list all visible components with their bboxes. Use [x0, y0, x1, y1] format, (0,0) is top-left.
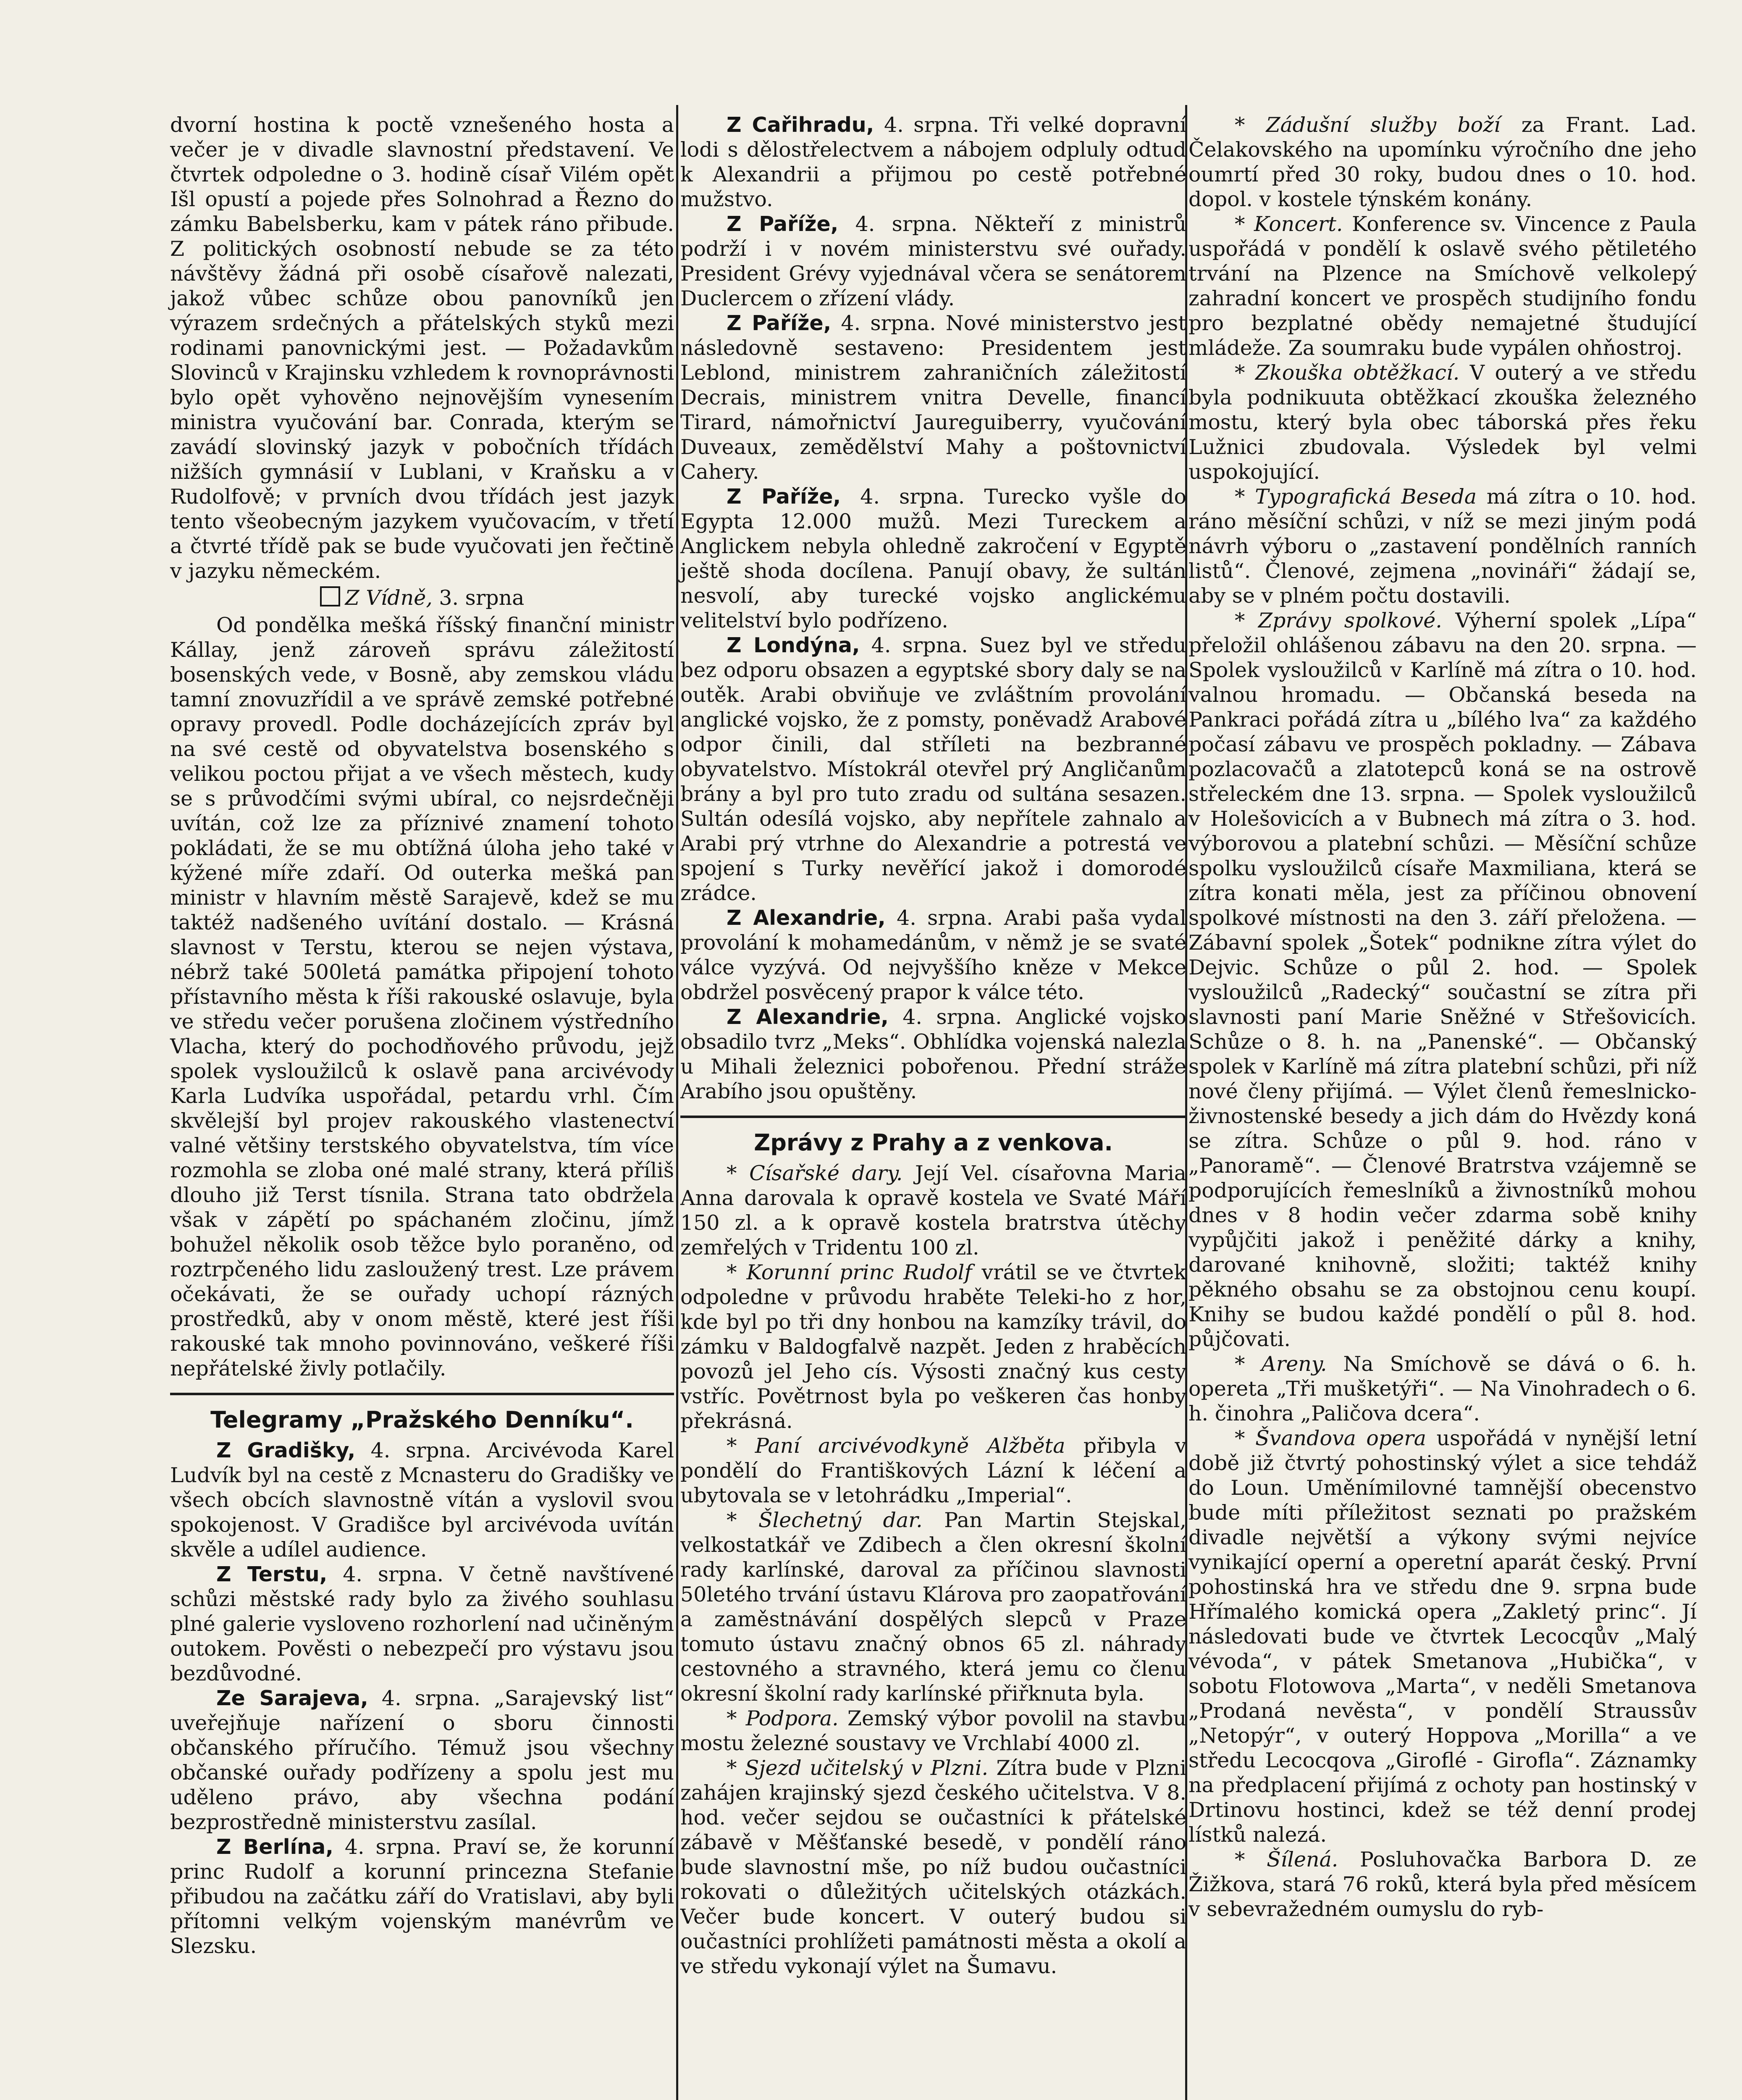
telegram-item [680, 633, 1186, 906]
news-title: Typografická Beseda [1255, 485, 1477, 509]
news-title: Šílená. [1267, 1848, 1338, 1872]
news-title: Koncert. [1254, 212, 1343, 236]
news-item: * Zádušní služby boží za Frant. Lad. Čelakovského na upomínku výročního dne jeho oumrtí před 30 roky, budou dnes o 10. hod. dopol. v kostele týnském konány. [1188, 113, 1697, 211]
telegram-text: 4. srpna. Arabi paša vydal provolání k mohamedánům, v němž je se svaté válce vyzývá. Od nejvyššího kněze v Mekce obdržel posvěcený prapor k válce této. [680, 906, 1187, 1004]
news-title: Zprávy spolkové. [1258, 609, 1442, 633]
news-text: má zítra o 10. hod. ráno měsíční schůzi, v níž se mezi jiným podá návrh výboru o „zastavení pondělních ranních listů“. Členové, zejmena „novináři“ žádají se, aby se v plném počtu dostavili. [1188, 485, 1697, 608]
telegram-text: 4. srpna. Praví se, že korunní princ Rudolf a korunní princezna Stefanie přibudou na začátku září do Vratislavi, aby byli přítomni velkým vojenským manévrům ve Slezsku. [170, 1835, 674, 1958]
news-text: V outerý a ve středu byla podnikuuta obtěžkací zkouška železného mostu, který byla obec táborská přes řeku Lužnici zbudovala. Výsledek byl velmi uspokojující. [1188, 361, 1697, 484]
news-item: * Císařské dary. Její Vel. císařovna Maria Anna darovala k opravě kostela ve Svaté Máří 150 zl. a k opravě kostela bratrstva útěchy zemřelých v Tridentu 100 zl. [680, 1161, 1187, 1260]
news-item: * Typografická Beseda má zítra o 10. hod. ráno měsíční schůzi, v níž se mezi jiným podá návrh výboru o „zastavení pondělních ranních listů“. Členové, zejmena „novináři“ žádají se, aby se v plném počtu dostavili. [1188, 485, 1697, 608]
telegram-place: Z Alexandrie, [727, 906, 886, 930]
news-title: Císařské dary. [749, 1161, 903, 1185]
news-text: Konference sv. Vincence z Paula uspořádá v pondělí k oslavě svého pětiletého trvání na Plzence na Smíchově velkolepý zahradní koncert ve prospěch studijního fondu pro bezplatné obědy nemajetné študující mládeže. Za soumraku bude vypálen ohňostroj. [1188, 212, 1697, 360]
news-text: vrátil se ve čtvrtek odpoledne v průvodu hraběte Teleki-ho z hor, kde byl po tři dny honbou na kamzíky trávil, do zámku v Baldogfalvě nazpět. Jeden z hraběcích povozů jel Jeho cís. Výsosti značný kus cesty vstříc. Povětrnost byla po veškeren čas honby překrásná. [680, 1260, 1186, 1433]
telegram-text: 4. srpna. Turecko vyšle do Egypta 12.000 mužů. Mezi Tureckem a Anglickem nebyla ohledně zakročení v Egyptě ještě shoda docílena. Panují obavy, že sultán nesvolí, aby turecké vojsko anglickému velitelství bylo podřízeno. [680, 485, 1186, 633]
news-item: * Paní arcivévodkyně Alžběta přibyla v pondělí do Františkových Lázní k léčení a ubytovala se v letohrádku „Imperial“. [680, 1434, 1187, 1507]
news-item: * Podpora. Zemský výbor povolil na stavbu mostu železné soustavy ve Vrchlabí 4000 zl. [680, 1706, 1186, 1755]
telegram-text: 4. srpna. Tři velké dopravní lodi s dělostřelectvem a nábojem odpluly odtud k Alexandrii a přijmou po cestě potřebné mužstvo. [680, 113, 1187, 211]
news-text: Na Smíchově se dává o 6. h. opereta „Tři mušketýři“. — Na Vinohradech o 6. h. činohra „Paličova dcera“. [1188, 1352, 1697, 1425]
telegram-place: Ze Sarajeva, [216, 1686, 368, 1710]
news-title: Zádušní služby boží [1266, 113, 1501, 137]
telegram-item [170, 1686, 674, 1835]
news-item: * Koncert. Konference sv. Vincence z Paula uspořádá v pondělí k oslavě svého pětiletého trvání na Plzence na Smíchově velkolepý zahradní koncert ve prospěch studijního fondu pro bezplatné obědy nemajetné študující mládeže. Za soumraku bude vypálen ohňostroj. [1188, 212, 1697, 360]
news-item: * Zkouška obtěžkací. V outerý a ve středu byla podnikuuta obtěžkací zkouška železného mostu, který byla obec táborská přes řeku Lužnici zbudovala. Výsledek byl velmi uspokojující. [1188, 361, 1697, 484]
telegram-place: Z Paříže, [727, 311, 832, 335]
square-icon [320, 586, 340, 606]
news-title: Švandova opera [1255, 1426, 1426, 1450]
telegram-item [170, 1835, 674, 1958]
dateline-place: Z Vídně, [345, 586, 433, 610]
news-title: Korunní princ Rudolf [746, 1260, 972, 1284]
telegram-place: Z Londýna, [727, 633, 860, 657]
telegram-text: 4. srpna. „Sarajevský list“ uveřejňuje nařízení o sboru činnosti občanského příručího. Témuž jsou všechny občanské ouřady podřízeny a spolu jest mu uděleno právo, aby všechna podání bezprostředně ministerstvu zasílal. [170, 1686, 674, 1834]
section-header: Zprávy z Prahy a z venkova. [754, 1129, 1113, 1156]
news-text: Její Vel. císařovna Maria Anna darovala k opravě kostela ve Svaté Máří 150 zl. a k opravě kostela bratrstva útěchy zemřelých v Tridentu 100 zl. [680, 1161, 1187, 1260]
telegram-item [680, 484, 1186, 633]
section-divider [680, 1116, 1186, 1118]
news-text: přibyla v pondělí do Františkových Lázní k léčení a ubytovala se v letohrádku „Imperial“. [680, 1434, 1187, 1507]
telegram-place: Z Paříže, [727, 485, 841, 509]
telegram-text: 4. srpna. Někteří z ministrů podrží i v novém ministerstvu své ouřady. President Grévy vyjednával včera se senátorem Duclercem o zřízení vlády. [680, 212, 1187, 310]
telegram-place: Z Cařihradu, [727, 113, 874, 137]
dateline-date: 3. srpna [439, 586, 525, 610]
news-text: Pan Martin Stejskal, velkostatkář ve Zdibech a člen okresní školní rady karlínské, daroval za příčinou slavnosti 50letého trvání ústavu Klárova pro zaopatřování a zaměstnávání dospělých slepců v Praze tomuto ústavu značný obnos 65 zl. náhrady cestovného a stravného, která jemu co členu okresní školní rady karlínské přiřknuta byla. [680, 1508, 1186, 1706]
news-title: Zkouška obtěžkací. [1255, 361, 1460, 385]
news-title: Podpora. [745, 1706, 839, 1730]
column-right [1188, 113, 1697, 1922]
section-divider [170, 1393, 674, 1395]
news-text: za Frant. Lad. Čelakovského na upomínku výročního dne jeho oumrtí před 30 roky, budou dnes o 10. hod. dopol. v kostele týnském konány. [1188, 113, 1697, 211]
telegram-place: Z Paříže, [727, 212, 839, 236]
telegram-place: Z Berlína, [216, 1835, 333, 1859]
news-text: Zítra bude v Plzni zahájen krajinský sjezd českého učitelstva. V 8. hod. večer sejdou se oučastníci k přátelské zábavě v Měšťanské besedě, v pondělí ráno bude slavnostní mše, po níž budou oučastníci rokovati o důležitých učitelských otázkách. Večer bude koncert. V outerý budou si oučastníci prohlížeti památnosti města a okolí a ve středu vykonají výlet na Šumavu. [680, 1756, 1187, 1978]
telegram-place: Z Terstu, [216, 1562, 328, 1586]
news-title: Paní arcivévodkyně Alžběta [755, 1434, 1065, 1458]
telegram-place: Z Alexandrie, [727, 1005, 889, 1029]
news-item: * Šílená. Posluhovačka Barbora D. ze Žižkova, stará 76 roků, která byla před měsícem v sebevražedném oumyslu do ryb- [1188, 1848, 1697, 1921]
article-paragraph: Od pondělka mešká říšský finanční ministr Kállay, jenž zároveň správu záležitostí bosenských vede, v Bosně, aby zemskou vládu tamní znovuzřídil a ve správě zemské potřebné opravy provedl. Podle docházejících zpráv byl na své cestě od obyvatelstva bosenského s velikou poctou přijat a ve všech městech, kudy se s průvodčími svými ubíral, co nejsrdečněji uvítán, což lze za příznivé znamení tohoto pokládati, že se mu obtížná úloha jeho také v kýžené míře zdaří. Od outerka mešká pan ministr v hlavním městě Sarajevě, kdež se mu taktéž nadšeného uvítání dostalo. — Krásná slavnost v Terstu, kterou se nejen výstava, nébrž také 500letá památka připojení tohoto přístavního města k říši rakouské oslavuje, byla ve středu večer porušena zločinem výstředního Vlacha, který do pochodňového průvodu, jejž spolek vysloužilců k oslavě pana arcivévody Karla Ludvíka uspořádal, petardu vrhl. Čím skvělejší byl projev rakouského vlastenectví valné většiny terstského obyvatelstva, tím více rozmohla se zloba oné malé strany, která příliš dlouho již Terst tísnila. Strana tato obdržela však v zápětí po spáchaném zločinu, jímž bohužel několik osob těžce bylo poraněno, od roztrpčeného lidu zasloužený trest. Lze právem očekávati, že se ouřady uchopí rázných prostředků, aby v onom městě, které jest říši rakouské tak mnoho povinnováno, veškeré říši nepřátelské živly potlačily. [170, 613, 674, 1381]
telegram-item [680, 212, 1186, 311]
news-item: * Areny. Na Smíchově se dává o 6. h. opereta „Tři mušketýři“. — Na Vinohradech o 6. h. činohra „Paličova dcera“. [1188, 1352, 1697, 1425]
article-paragraph: dvorní hostina k poctě vznešeného hosta a večer je v divadle slavnostní představení. Ve čtvrtek odpoledne o 3. hodině císař Vilém opět Išl opustí a pojede přes Solnohrad a Řezno do zámku Babelsberku, kam v pátek ráno přibude. Z politických osobností nebude se za této návštěvy žádná při osobě císařově nalezati, jakož vůbec schůze obou panovníků jen výrazem srdečných a přátelských styků mezi rodinami panovnickými jest. — Požadavkům Slovinců v Krajinsku vzhledem k rovnoprávnosti bylo opět vyhověno nejnovějším vynesením ministra vyučování bar. Conrada, kterým se zavádí slovinský jazyk v pobočních třídách nižších gymnásií v Lublani, v Kraňsku a v Rudolfově; v prvních dvou třídách jest jazyk tento všeobecným jazykem vyučovacím, v třetí a čtvrté třídě pak se bude vyučovati jen řečtině v jazyku německém. [170, 113, 674, 583]
telegram-text: 4. srpna. Arcivévoda Karel Ludvík byl na cestě z Mcnasteru do Gradišky ve všech obcích slavnostně vítán a vyslovil svou spokojenost. V Gradišce byl arcivévoda uvítán skvěle a udílel audience. [170, 1438, 674, 1562]
news-item: * Sjezd učitelský v Plzni. Zítra bude v Plzni zahájen krajinský sjezd českého učitelstva. V 8. hod. večer sejdou se oučastníci k přátelské zábavě v Měšťanské besedě, v pondělí ráno bude slavnostní mše, po níž budou oučastníci rokovati o důležitých učitelských otázkách. Večer bude koncert. V outerý budou si oučastníci prohlížeti památnosti města a okolí a ve středu vykonají výlet na Šumavu. [680, 1756, 1187, 1978]
news-title: Šlechetný dar. [758, 1508, 923, 1532]
column-rule [676, 105, 678, 2100]
column-middle [680, 113, 1186, 1979]
news-item: * Korunní princ Rudolf vrátil se ve čtvrtek odpoledne v průvodu hraběte Teleki-ho z hor, kde byl po tři dny honbou na kamzíky trávil, do zámku v Baldogfalvě nazpět. Jeden z hraběcích povozů jel Jeho cís. Výsosti značný kus cesty vstříc. Povětrnost byla po veškeren čas honby překrásná. [680, 1260, 1186, 1433]
dateline-vienna [170, 583, 674, 613]
telegram-item [680, 113, 1186, 212]
telegram-item [680, 906, 1186, 1005]
telegram-text: 4. srpna. V četně navštívené schůzi městské rady bylo za živého souhlasu plné galerie vysloveno rozhorlení nad učiněným outokem. Pověsti o nebezpečí pro výstavu jsou bezdůvodné. [170, 1562, 674, 1685]
section-header: Telegramy „Pražského Denníku“. [210, 1407, 634, 1433]
news-title: Areny. [1261, 1352, 1327, 1376]
column-left [170, 113, 674, 1958]
telegram-place: Z Gradišky, [216, 1438, 356, 1462]
news-item: * Švandova opera uspořádá v nynější letní době již čtvrtý pohostinský výlet a sice tehdáž do Loun. Uměnímilovné tamnější obecenstvo bude míti příležitost seznati po pražském divadle největší a výkony svými nejvíce vynikající operní a operetní aparát český. První pohostinská hra ve středu dne 9. srpna bude Hřímalého komická opera „Zakletý princ“. Jí následovati bude ve čtvrtek Lecocqův „Malý vévoda“, v pátek Smetanova „Hubička“, v sobotu Flotowova „Marta“, v neděli Smetanova „Prodaná nevěsta“, v pondělí Straussův „Netopýr“, v outerý Hoppova „Morilla“ a ve středu Lecocqova „Giroflé - Girofla“. Záznamky na předplacení přijímá z ochoty pan hostinský v Drtinovu hostinci, kdež se též denní prodej lístků nalezá. [1188, 1426, 1697, 1847]
telegram-item [170, 1562, 674, 1686]
news-text: Zemský výbor povolil na stavbu mostu železné soustavy ve Vrchlabí 4000 zl. [680, 1706, 1186, 1755]
news-text: Posluhovačka Barbora D. ze Žižkova, stará 76 roků, která byla před měsícem v sebevražedném oumyslu do ryb- [1188, 1848, 1697, 1921]
telegram-item [680, 311, 1186, 484]
news-text: uspořádá v nynější letní době již čtvrtý pohostinský výlet a sice tehdáž do Loun. Uměnímilovné tamnější obecenstvo bude míti příležitost seznati po pražském divadle největší a výkony svými nejvíce vynikající operní a operetní aparát český. První pohostinská hra ve středu dne 9. srpna bude Hřímalého komická opera „Zakletý princ“. Jí následovati bude ve čtvrtek Lecocqův „Malý vévoda“, v pátek Smetanova „Hubička“, v sobotu Flotowova „Marta“, v neděli Smetanova „Prodaná nevěsta“, v pondělí Straussův „Netopýr“, v outerý Hoppova „Morilla“ a ve středu Lecocqova „Giroflé - Girofla“. Záznamky na předplacení přijímá z ochoty pan hostinský v Drtinovu hostinci, kdež se též denní prodej lístků nalezá. [1188, 1426, 1697, 1847]
telegram-item [170, 1438, 674, 1562]
news-text: Výherní spolek „Lípa“ přeložil ohlášenou zábavu na den 20. srpna. — Spolek vysloužilců v Karlíně má zítra o 10. hod. valnou hromadu. — Občanská beseda na Pankraci pořádá zítra u „bílého lva“ za každého počasí zábavu ve prospěch pokladny. — Zábava pozlacovačů a zlatotepců koná se na ostrově střeleckém dne 13. srpna. — Spolek vysloužilců v Holešovicích a v Bubnech má zítra o 3. hod. výborovou a platební schůzi. — Měsíční schůze spolku vysloužilců císaře Maxmiliana, která se zítra konati měla, jest za příčinou obnovení spolkové místnosti na den 3. září přeložena. — Zábavní spolek „Šotek“ podnikne zítra výlet do Dejvic. Schůze o půl 2. hod. — Spolek vysloužilců „Radecký“ součastní se zítra při slavnosti paní Marie Sněžné v Střešovicích. Schůze o 8. h. na „Panenské“. — Občanský spolek v Karlíně má zítra platební schůzi, při níž nové členy přijímá. — Výlet členů řemeslnicko-živnostenské besedy a jich dám do Hvězdy koná se zítra. Schůze o půl 9. hod. ráno v „Panoramě“. — Členové Bratrstva vzájemně se podporujících řemeslníků a živnostníků mohou dnes v 8 hodin večer zdarma sobě knihy vypůjčiti jakož i peněžité dárky a knihy, darované knihovně, složiti; taktéž knihy pěkného obsahu se za obstojnou cenu koupí. Knihy se budou každé pondělí o půl 8. hod. půjčovati. [1188, 609, 1697, 1351]
telegram-text: 4. srpna. Nové ministerstvo jest následovně sestaveno: Presidentem jest Leblond, ministrem zahraničních záležitostí Decrais, ministrem vnitra Develle, financí Tirard, námořnictví Jaureguiberry, vyučování Duveaux, zemědělství Mahy a poštovnictví Cahery. [680, 311, 1186, 484]
news-item: * Zprávy spolkové. Výherní spolek „Lípa“ přeložil ohlášenou zábavu na den 20. srpna. — Spolek vysloužilců v Karlíně má zítra o 10. hod. valnou hromadu. — Občanská beseda na Pankraci pořádá zítra u „bílého lva“ za každého počasí zábavu ve prospěch pokladny. — Zábava pozlacovačů a zlatotepců koná se na ostrově střeleckém dne 13. srpna. — Spolek vysloužilců v Holešovicích a v Bubnech má zítra o 3. hod. výborovou a platební schůzi. — Měsíční schůze spolku vysloužilců císaře Maxmiliana, která se zítra konati měla, jest za příčinou obnovení spolkové místnosti na den 3. září přeložena. — Zábavní spolek „Šotek“ podnikne zítra výlet do Dejvic. Schůze o půl 2. hod. — Spolek vysloužilců „Radecký“ součastní se zítra při slavnosti paní Marie Sněžné v Střešovicích. Schůze o 8. h. na „Panenské“. — Občanský spolek v Karlíně má zítra platební schůzi, při níž nové členy přijímá. — Výlet členů řemeslnicko-živnostenské besedy a jich dám do Hvězdy koná se zítra. Schůze o půl 9. hod. ráno v „Panoramě“. — Členové Bratrstva vzájemně se podporujících řemeslníků a živnostníků mohou dnes v 8 hodin večer zdarma sobě knihy vypůjčiti jakož i peněžité dárky a knihy, darované knihovně, složiti; taktéž knihy pěkného obsahu se za obstojnou cenu koupí. Knihy se budou každé pondělí o půl 8. hod. půjčovati. [1188, 609, 1697, 1351]
telegram-text: 4. srpna. Anglické vojsko obsadilo tvrz „Meks“. Obhlídka vojenská nalezla u Mihali železnici pobořenou. Přední stráže Arabího jsou opuštěny. [680, 1005, 1187, 1103]
news-item: * Šlechetný dar. Pan Martin Stejskal, velkostatkář ve Zdibech a člen okresní školní rady karlínské, daroval za příčinou slavnosti 50letého trvání ústavu Klárova pro zaopatřování a zaměstnávání dospělých slepců v Praze tomuto ústavu značný obnos 65 zl. náhrady cestovného a stravného, která jemu co členu okresní školní rady karlínské přiřknuta byla. [680, 1508, 1186, 1706]
telegram-text: 4. srpna. Suez byl ve středu bez odporu obsazen a egyptské sbory daly se na outěk. Arabi obviňuje ve zvláštním provolání anglické vojsko, že z pomsty, poněvadž Arabové odpor činili, dal stříleti na bezbranné obyvatelstvo. Místokrál otevřel prý Angličanům brány a byl pro tuto zradu od sultána sesazen. Sultán odesílá vojsko, aby nepřítele zahnalo a Arabi prý vtrhne do Alexandrie a potrestá ve spojení s Turky nevěřící jakož i domorodé zrádce. [680, 633, 1186, 905]
telegram-item [680, 1005, 1186, 1104]
news-title: Sjezd učitelský v Plzni. [745, 1756, 989, 1780]
